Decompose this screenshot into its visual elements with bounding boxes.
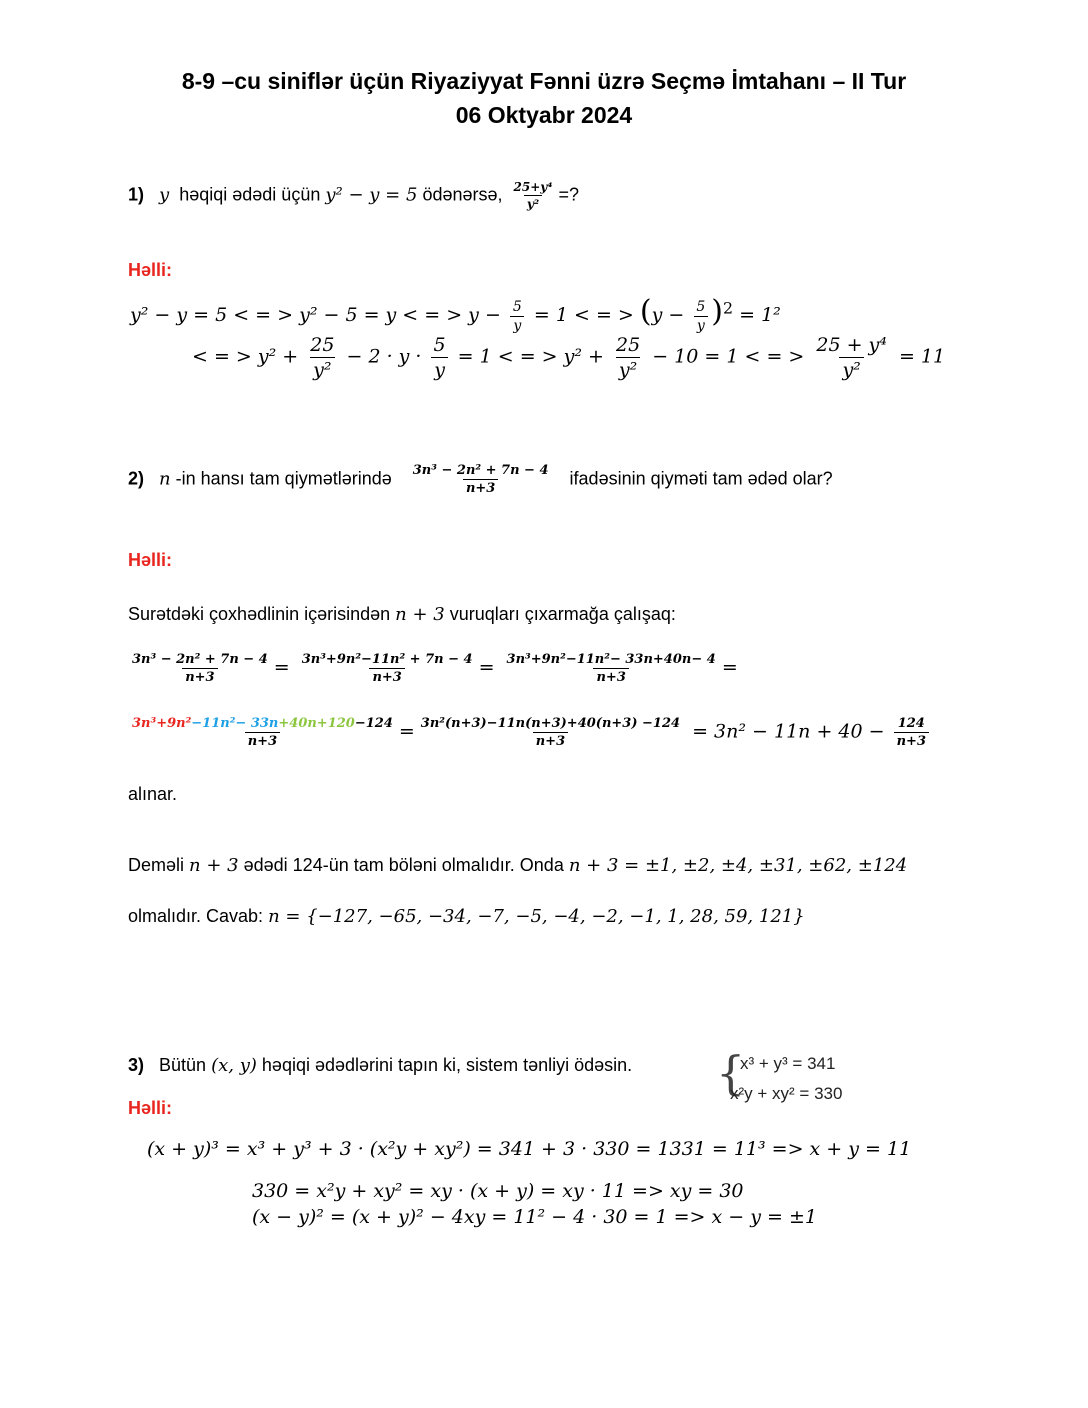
problem3-statement — [128, 1055, 632, 1076]
problem2-text-a: -in hansı tam qiymətlərində — [175, 468, 392, 489]
colored-term-black: −124 — [354, 716, 393, 731]
problem1-solution-line1 — [130, 294, 781, 334]
problem3-line3: (x − y)² = (x + y)² − 4xy = 11² − 4 · 30 = 1 => x − y = ±1 — [252, 1206, 817, 1228]
fraction-denominator: y — [431, 357, 448, 381]
conclusion-text-a: Deməli — [128, 855, 185, 875]
sol2-part-e: = 11 — [898, 345, 946, 368]
sol2-frac-4 — [813, 334, 890, 381]
sol1-y-minus: y − — [651, 304, 685, 326]
fraction-numerator: 25 — [310, 334, 335, 356]
fraction-numerator: 25+y⁴ — [513, 180, 553, 194]
row2-frac-2 — [418, 716, 683, 749]
fraction-denominator: n+3 — [369, 668, 404, 685]
solution-label-3: Həlli: — [128, 1098, 173, 1118]
fraction-denominator: y² — [839, 357, 863, 381]
fraction-denominator: y² — [310, 357, 334, 381]
fraction-numerator: 3n³ − 2n² + 7n − 4 — [132, 652, 268, 667]
system-eq-1: x³ + y³ = 341 — [740, 1054, 836, 1073]
fraction-denominator: y² — [524, 195, 542, 211]
row1-frac-2 — [299, 652, 476, 685]
document-title: 8-9 –cu siniflər üçün Riyaziyyat Fənni üzrə Seçmə İmtahanı – II Tur — [181, 68, 907, 94]
solution-label-1: Həlli: — [128, 260, 173, 280]
problem2-fraction — [410, 463, 552, 496]
brace-icon: { — [716, 1046, 746, 1100]
problem2-answer — [128, 906, 805, 927]
intro-text-a: Surətdəki çoxhədlinin içərisindən — [128, 604, 391, 624]
problem2-text-b: ifadəsinin qiyməti tam ədəd olar? — [569, 468, 833, 489]
fraction-denominator: y — [694, 316, 708, 334]
problem1-statement — [128, 180, 579, 211]
fraction-numerator — [129, 716, 396, 732]
sol2-frac-1 — [307, 334, 337, 381]
sol2-part-a: < = > y² + — [192, 345, 299, 368]
sol1-frac — [510, 299, 525, 334]
problem3-line1: (x + y)³ = x³ + y³ + 3 · (x²y + xy²) = 341 + 3 · 330 = 1331 = 11³ => x + y = 11 — [147, 1138, 912, 1160]
row1-frac-1 — [129, 652, 271, 685]
fraction-numerator: 3n³+9n²−11n²− 33n+40n− 4 — [506, 652, 716, 667]
intro-text-b: vuruqları çıxarmağa çalışaq: — [449, 604, 676, 624]
colored-term-red: 3n³+9n² — [132, 716, 192, 731]
conclusion-text-b: ədədi 124-ün tam böləni olmalıdır. Onda — [243, 855, 564, 875]
problem2-row1: $\frac{\text{3n³ − 2n² + 7n − 4}}{n+3}$ = $\frac{\text{3n³+9n²−11n² + 7n − 4}}{n+3}$ = $\frac{\text{3n³+9n²−11n²− 33n+40n− 4}}{n+3}$ = — [126, 652, 738, 685]
problem3-pair: (x, y) — [211, 1055, 257, 1076]
fraction-denominator: y — [510, 316, 524, 334]
sol2-part-b: − 2 · y · — [346, 345, 422, 368]
fraction-numerator: 3n³ − 2n² + 7n − 4 — [412, 463, 549, 478]
fraction-denominator: n+3 — [245, 732, 280, 749]
sol1-frac-2 — [693, 299, 708, 334]
sol2-frac-2 — [431, 334, 449, 381]
solution-label-2: Həlli: — [128, 550, 173, 570]
sol1-paren-close: ) — [711, 294, 723, 329]
fraction-numerator: 5 — [433, 334, 446, 356]
sol1-paren: ( — [639, 294, 652, 329]
problem2-row2: $\frac{\text{3n³+9n²−11n²− 33n+40n+120−124}}{n+3}$ = $\frac{\text{3n²(n+3)−11n(n+3)+40(n+3) −124}}{n+3}$ = 3n² − 11n + 40 − $\frac{124}{n+3}$ — [126, 716, 932, 749]
system-eq-2: x²y + xy² = 330 — [730, 1084, 843, 1103]
fraction-numerator: 3n³+9n²−11n² + 7n − 4 — [301, 652, 473, 667]
fraction-denominator: n+3 — [182, 668, 217, 685]
problem1-condition: y² − y = 5 — [325, 184, 418, 206]
fraction-numerator: 124 — [897, 716, 925, 731]
answer-expr: n = {−127, −65, −34, −7, −5, −4, −2, −1, 1, 28, 59, 121} — [268, 906, 805, 927]
sol1-square: 2 — [722, 298, 734, 318]
sol2-part-c: = 1 < = > y² + — [457, 345, 604, 368]
problem1-number: 1) — [128, 184, 145, 205]
problem2-conclusion — [128, 855, 907, 876]
fraction-denominator: n+3 — [463, 479, 498, 496]
sol1-part-b: = 1 < = > — [533, 304, 634, 326]
problem2-alinar: alınar. — [128, 784, 178, 804]
fraction-numerator: 3n²(n+3)−11n(n+3)+40(n+3) −124 — [420, 716, 681, 731]
problem3-line2: 330 = x²y + xy² = xy · (x + y) = xy · 11 => xy = 30 — [252, 1180, 744, 1202]
problem1-tail: =? — [558, 184, 580, 205]
colored-term-green: +40n+120 — [278, 716, 355, 731]
row1-frac-3 — [504, 652, 719, 685]
fraction-numerator: 25 — [615, 334, 641, 356]
colored-term-blue: −11n²− 33n — [191, 716, 279, 731]
row2-colored-frac — [129, 716, 396, 749]
conclusion-expr-1: n + 3 — [189, 855, 239, 876]
problem1-var: y — [159, 184, 170, 206]
fraction-denominator: n+3 — [894, 732, 929, 749]
row2-frac-3 — [894, 716, 929, 749]
intro-expr: n + 3 — [395, 604, 445, 625]
document-date: 06 Oktyabr 2024 — [455, 102, 633, 128]
problem1-solution-line2 — [192, 334, 945, 381]
problem2-statement — [128, 463, 833, 496]
sol1-part-a: y² − y = 5 < = > y² − 5 = y < = > y − — [130, 304, 501, 326]
sol2-frac-3 — [613, 334, 643, 381]
sol1-part-c: = 1² — [739, 304, 781, 326]
problem2-number: 2) — [128, 468, 145, 489]
problem2-var: n — [159, 468, 171, 490]
conclusion-expr-2: n + 3 = ±1, ±2, ±4, ±31, ±62, ±124 — [568, 855, 908, 876]
answer-label: olmalıdır. Cavab: — [128, 906, 264, 926]
problem3-number: 3) — [128, 1055, 145, 1075]
problem1-text-a: həqiqi ədədi üçün — [179, 184, 321, 205]
fraction-numerator: 5 — [512, 298, 522, 315]
fraction-denominator: y² — [616, 357, 640, 381]
problem2-intro — [128, 604, 676, 625]
sol2-part-d: − 10 = 1 < = > — [652, 345, 805, 368]
problem1-text-b: ödənərsə, — [422, 184, 503, 205]
problem3-text-a: Bütün — [159, 1055, 207, 1075]
row2-result: = 3n² − 11n + 40 − — [692, 720, 885, 743]
fraction-denominator: n+3 — [533, 732, 568, 749]
problem3-text-b: həqiqi ədədlərini tapın ki, sistem tənliyi ödəsin. — [261, 1055, 633, 1075]
problem1-fraction — [511, 180, 556, 211]
fraction-numerator: 5 — [696, 298, 706, 315]
fraction-denominator: n+3 — [593, 668, 628, 685]
fraction-numerator: 25 + y⁴ — [816, 334, 887, 356]
